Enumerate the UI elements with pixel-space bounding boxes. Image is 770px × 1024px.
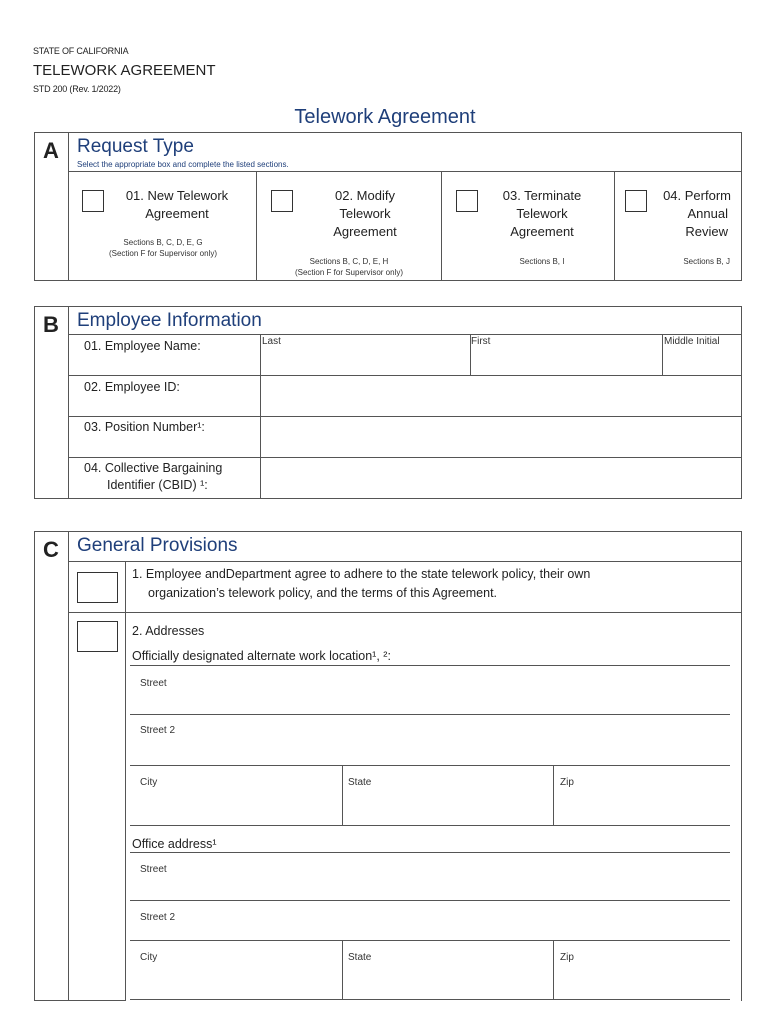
- form-code: STD 200 (Rev. 1/2022): [33, 84, 121, 94]
- option-label: Telework: [516, 206, 568, 221]
- option-sections: Sections B, C, D, E, G: [123, 238, 203, 247]
- option-label: 02. Modify: [335, 188, 395, 203]
- employee-id-label: 02. Employee ID:: [84, 380, 180, 394]
- provision-2-checkbox[interactable]: [77, 621, 118, 652]
- alt-street-field[interactable]: Street: [140, 678, 167, 689]
- page-title: Telework Agreement: [294, 106, 476, 128]
- option-label: 01. New Telework: [125, 188, 229, 203]
- alt-zip-field[interactable]: Zip: [560, 777, 574, 788]
- option-label: 04. Perform: [663, 188, 731, 203]
- annual-review-checkbox[interactable]: [625, 190, 647, 212]
- form-name: TELEWORK AGREEMENT: [33, 62, 216, 79]
- cbid-field[interactable]: [261, 458, 741, 498]
- option-sections: Sections B, C, D, E, H: [309, 257, 389, 266]
- addresses-title: 2. Addresses: [132, 624, 205, 638]
- section-a-title: Request Type: [77, 136, 194, 157]
- office-address-label: Office address¹: [132, 837, 217, 851]
- section-a-instructions: Select the appropriate box and complete the listed sections.: [77, 160, 289, 169]
- alt-street2-field[interactable]: Street 2: [140, 725, 176, 736]
- option-label: 03. Terminate: [502, 188, 582, 203]
- alt-city-field[interactable]: City: [140, 777, 158, 788]
- employee-name-label: 01. Employee Name:: [84, 339, 201, 353]
- option-sections: Sections B, I: [519, 257, 565, 266]
- option-label: Review: [685, 224, 728, 239]
- employee-id-field[interactable]: [261, 376, 741, 416]
- cbid-label: 04. Collective Bargaining: [84, 461, 223, 475]
- section-a-letter: A: [43, 138, 59, 163]
- section-c-letter: C: [43, 537, 59, 562]
- option-sections: Sections B, J: [683, 257, 730, 266]
- last-name-field[interactable]: Last: [262, 336, 281, 347]
- office-street-field[interactable]: Street: [140, 864, 167, 875]
- office-zip-field[interactable]: Zip: [560, 952, 574, 963]
- provision-1-text: 1. Employee andDepartment agree to adhere to the state telework policy, their own: [132, 567, 591, 581]
- first-name-field[interactable]: First: [471, 336, 491, 347]
- option-label: Agreement: [145, 206, 209, 221]
- option-label: Annual: [687, 206, 728, 221]
- terminate-telework-checkbox[interactable]: [456, 190, 478, 212]
- provision-1-text-2: organization’s telework policy, and the terms of this Agreement.: [148, 586, 498, 600]
- middle-initial-field[interactable]: Middle Initial: [664, 336, 720, 347]
- position-number-label: 03. Position Number¹:: [84, 420, 205, 434]
- option-label: Agreement: [333, 224, 397, 239]
- section-b-title: Employee Information: [77, 310, 262, 331]
- modify-telework-checkbox[interactable]: [271, 190, 293, 212]
- office-street2-field[interactable]: Street 2: [140, 912, 176, 923]
- option-label: Telework: [339, 206, 391, 221]
- provision-1-checkbox[interactable]: [77, 572, 118, 603]
- alt-location-label: Officially designated alternate work location¹, ²:: [132, 649, 391, 663]
- new-telework-checkbox[interactable]: [82, 190, 104, 212]
- option-label: Agreement: [510, 224, 574, 239]
- option-sections-note: (Section F for Supervisor only): [108, 249, 218, 258]
- alt-state-field[interactable]: State: [348, 777, 372, 788]
- position-number-field[interactable]: [261, 417, 741, 457]
- section-c-title: General Provisions: [77, 535, 238, 556]
- state-label: STATE OF CALIFORNIA: [33, 46, 129, 56]
- cbid-label-2: Identifier (CBID) ¹:: [107, 478, 208, 492]
- option-sections-note: (Section F for Supervisor only): [294, 268, 404, 277]
- office-city-field[interactable]: City: [140, 952, 158, 963]
- section-b-letter: B: [43, 312, 59, 337]
- office-state-field[interactable]: State: [348, 952, 372, 963]
- section-c-box: [34, 531, 742, 1001]
